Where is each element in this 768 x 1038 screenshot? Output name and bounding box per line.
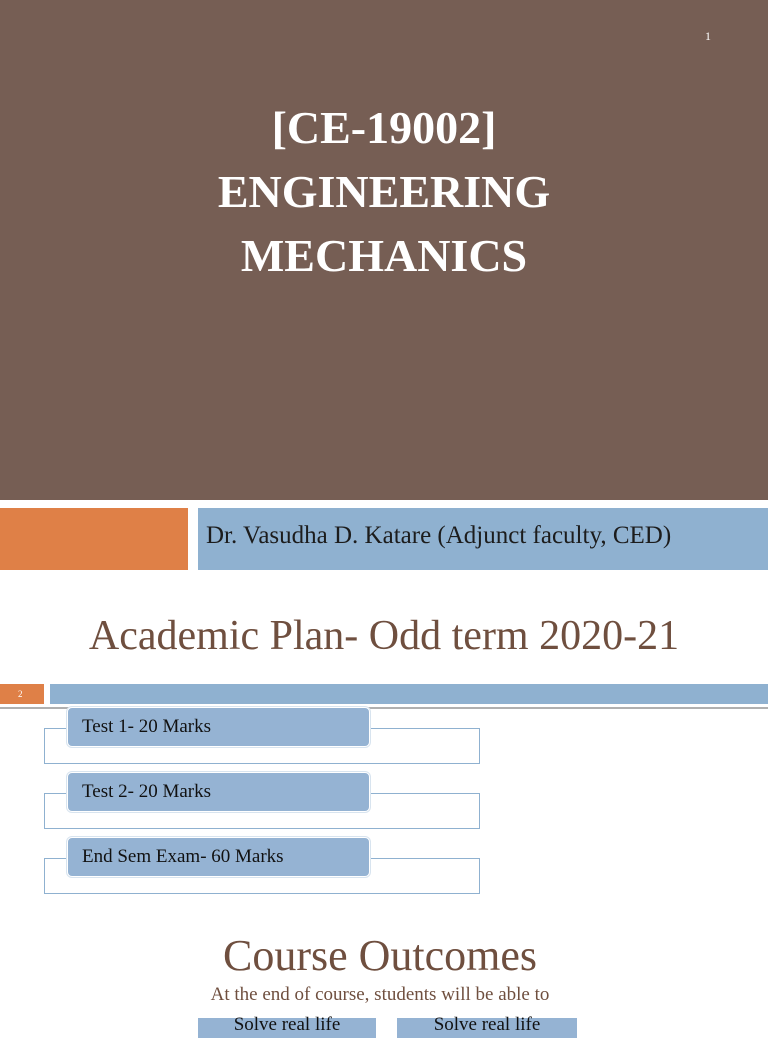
outcome-box: [198, 1014, 376, 1038]
outcome-box-label: Solve real life: [233, 1014, 341, 1035]
title-line-engineering: ENGINEERING: [217, 166, 551, 217]
title-line-mechanics: MECHANICS: [240, 230, 528, 281]
slide-title: [0, 96, 768, 288]
orange-accent-bar: [0, 508, 188, 570]
title-line-course-code: [CE-19002]: [271, 102, 497, 153]
academic-plan-title: Academic Plan- Odd term 2020-21: [88, 613, 680, 659]
blue-header-bar: [50, 684, 768, 704]
plan-item-test-2: Test 2- 20 Marks: [67, 772, 370, 812]
plan-item-end-sem: End Sem Exam- 60 Marks: [67, 837, 370, 877]
slide-number: 2: [0, 684, 44, 704]
title-slide-background: [0, 0, 768, 500]
course-outcomes-title: Course Outcomes: [222, 931, 538, 980]
author-name: Dr. Vasudha D. Katare (Adjunct faculty, CED): [206, 522, 672, 549]
course-outcomes-subtitle: At the end of course, students will be able to: [210, 984, 550, 1005]
slide-number: 1: [705, 29, 711, 43]
outcome-box-label: Solve real life: [433, 1014, 541, 1035]
outcome-box: [397, 1014, 577, 1038]
plan-item-test-1: Test 1- 20 Marks: [67, 707, 370, 747]
